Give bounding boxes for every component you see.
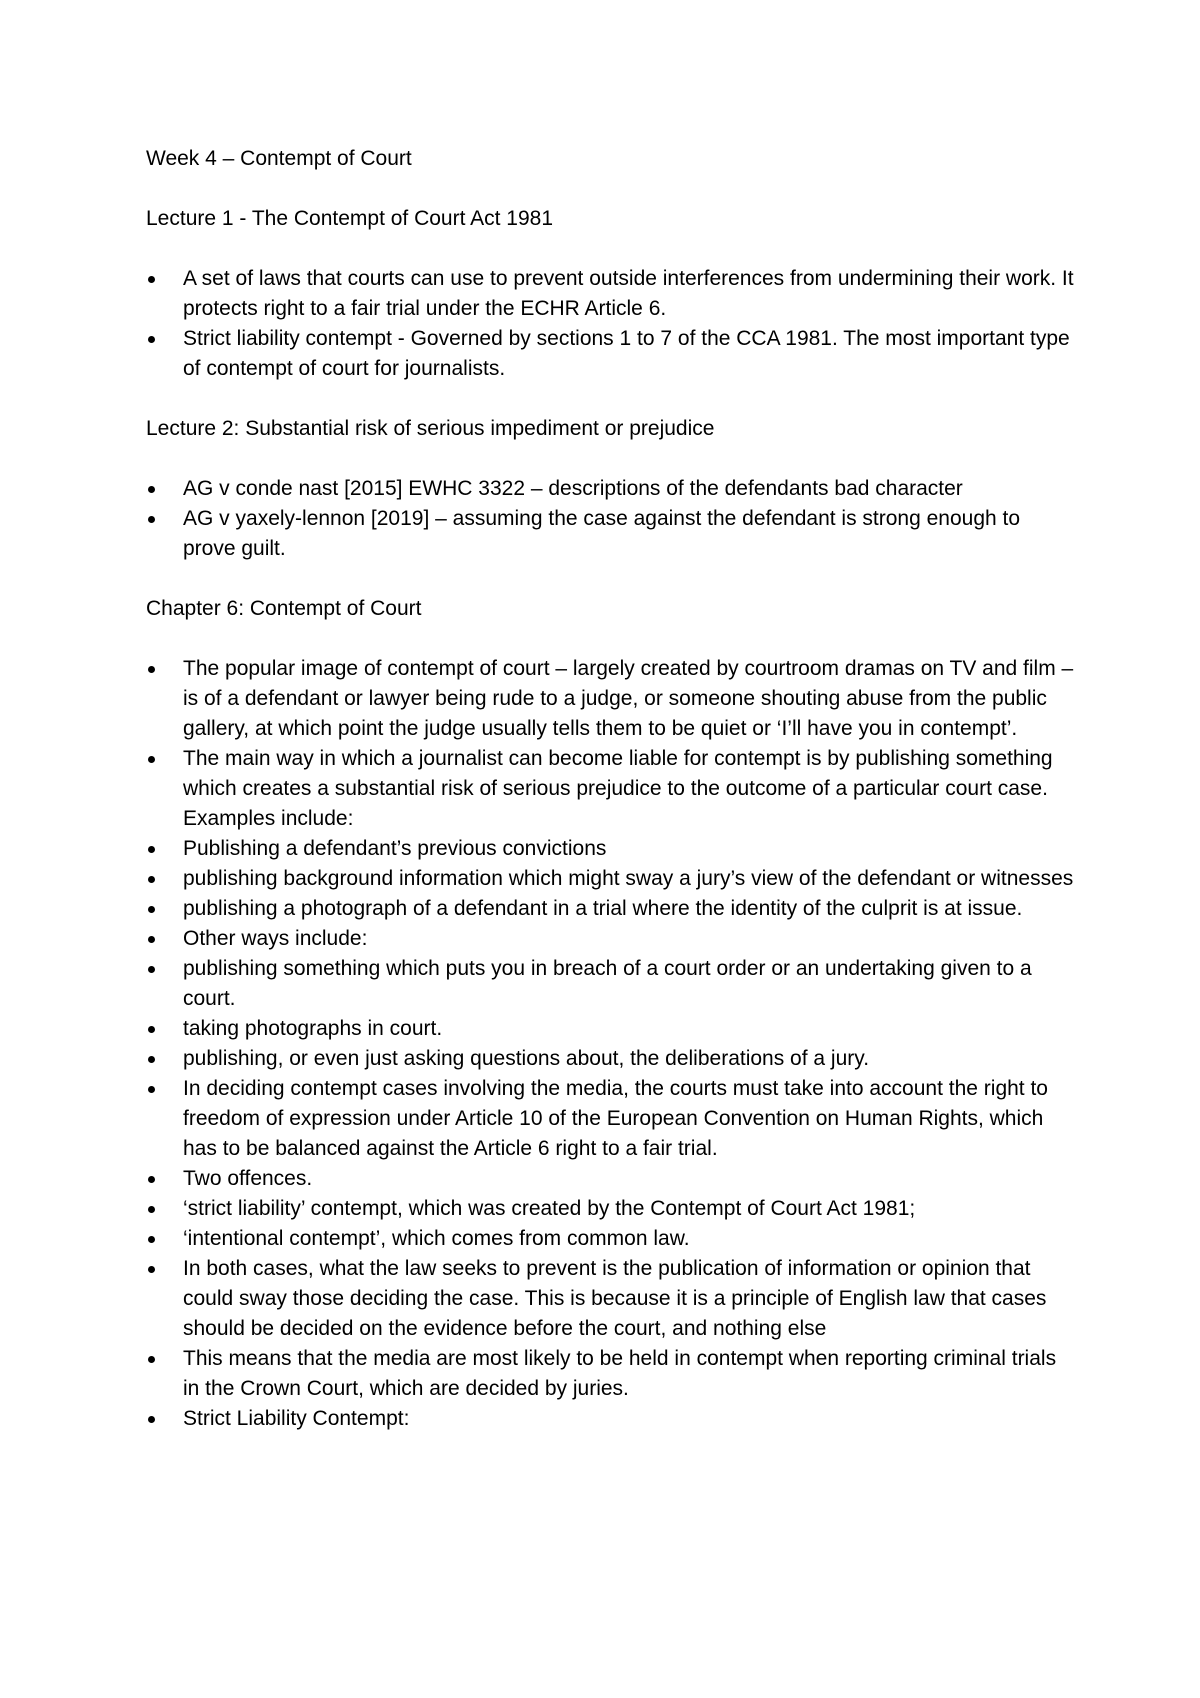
bullet-icon: [148, 1086, 155, 1093]
section-heading-lecture-2: Lecture 2: Substantial risk of serious impediment or prejudice: [146, 417, 715, 440]
bullet-icon: [148, 336, 155, 343]
list-item-text: publishing background information which might sway a jury’s view of the defendant or witnesses: [183, 867, 1074, 890]
list-item: [146, 1074, 1076, 1164]
list-item-text: A set of laws that courts can use to prevent outside interferences from undermining their work. It protects right to a fair trial under the ECHR Article 6.: [183, 267, 1074, 320]
list-item-text: Strict Liability Contempt:: [183, 1407, 410, 1430]
bullet-icon: [148, 906, 155, 913]
list-item: [146, 1254, 1076, 1344]
list-item: [146, 324, 1076, 384]
bullet-list-lecture-1: [146, 264, 1076, 384]
list-item-text: Publishing a defendant’s previous convictions: [183, 837, 607, 860]
list-item: [146, 1224, 1076, 1254]
list-item: [146, 1404, 1076, 1434]
bullet-icon: [148, 876, 155, 883]
document-title: Week 4 – Contempt of Court: [146, 147, 412, 170]
list-item: [146, 894, 1076, 924]
bullet-icon: [148, 1356, 155, 1363]
bullet-icon: [148, 936, 155, 943]
list-item: [146, 1194, 1076, 1224]
list-item-text: Strict liability contempt - Governed by sections 1 to 7 of the CCA 1981. The most important type of contempt of court for journalists.: [183, 327, 1070, 380]
bullet-icon: [148, 756, 155, 763]
bullet-icon: [148, 966, 155, 973]
list-item: [146, 264, 1076, 324]
list-item-text: publishing something which puts you in breach of a court order or an undertaking given to a court.: [183, 957, 1032, 1010]
bullet-icon: [148, 1206, 155, 1213]
bullet-icon: [148, 1416, 155, 1423]
list-item-text: publishing a photograph of a defendant in a trial where the identity of the culprit is at issue.: [183, 897, 1023, 920]
list-item: [146, 1164, 1076, 1194]
section-heading-lecture-1: Lecture 1 - The Contempt of Court Act 1981: [146, 207, 554, 230]
section-heading-chapter-6: Chapter 6: Contempt of Court: [146, 597, 422, 620]
bullet-icon: [148, 846, 155, 853]
bullet-icon: [148, 1176, 155, 1183]
list-item-text: AG v yaxely-lennon [2019] – assuming the case against the defendant is strong enough to prove guilt.: [183, 507, 1021, 560]
list-item-text: Other ways include:: [183, 927, 368, 950]
list-item-text: In deciding contempt cases involving the media, the courts must take into account the right to freedom of expression under Article 10 of the European Convention on Human Rights, which has to be balanced against the Article 6 right to a fair trial.: [183, 1077, 1048, 1160]
list-item: [146, 834, 1076, 864]
list-item-text: In both cases, what the law seeks to prevent is the publication of information or opinion that could sway those deciding the case. This is because it is a principle of English law that cases should be decided on the evidence before the court, and nothing else: [183, 1257, 1047, 1340]
bullet-list-lecture-2: [146, 474, 1076, 564]
list-item: [146, 1044, 1076, 1074]
bullet-icon: [148, 1236, 155, 1243]
bullet-icon: [148, 1056, 155, 1063]
list-item: [146, 864, 1076, 894]
list-item: [146, 654, 1076, 744]
bullet-icon: [148, 276, 155, 283]
list-item: [146, 744, 1076, 834]
list-item-text: This means that the media are most likely to be held in contempt when reporting criminal trials in the Crown Court, which are decided by juries.: [183, 1347, 1057, 1400]
list-item: [146, 954, 1076, 1014]
bullet-icon: [148, 486, 155, 493]
list-item-text: AG v conde nast [2015] EWHC 3322 – descriptions of the defendants bad character: [183, 477, 963, 500]
document-page: [146, 144, 1076, 1464]
list-item-text: publishing, or even just asking questions about, the deliberations of a jury.: [183, 1047, 870, 1070]
bullet-icon: [148, 1266, 155, 1273]
list-item-text: ‘strict liability’ contempt, which was created by the Contempt of Court Act 1981;: [183, 1197, 916, 1220]
bullet-icon: [148, 1026, 155, 1033]
list-item: [146, 474, 1076, 504]
list-item: [146, 504, 1076, 564]
list-item-text: taking photographs in court.: [183, 1017, 443, 1040]
list-item-text: Two offences.: [183, 1167, 313, 1190]
list-item: [146, 1014, 1076, 1044]
list-item-text: The main way in which a journalist can become liable for contempt is by publishing something which creates a substantial risk of serious prejudice to the outcome of a particular court case. Examples include:: [183, 747, 1053, 830]
bullet-icon: [148, 516, 155, 523]
list-item-text: ‘intentional contempt’, which comes from common law.: [183, 1227, 690, 1250]
list-item: [146, 924, 1076, 954]
bullet-list-chapter-6: [146, 654, 1076, 1434]
bullet-icon: [148, 666, 155, 673]
list-item: [146, 1344, 1076, 1404]
list-item-text: The popular image of contempt of court – largely created by courtroom dramas on TV and film – is of a defendant or lawyer being rude to a judge, or someone shouting abuse from the public gallery, at which point the judge usually tells them to be quiet or ‘I’ll have you in contempt’.: [183, 657, 1074, 740]
